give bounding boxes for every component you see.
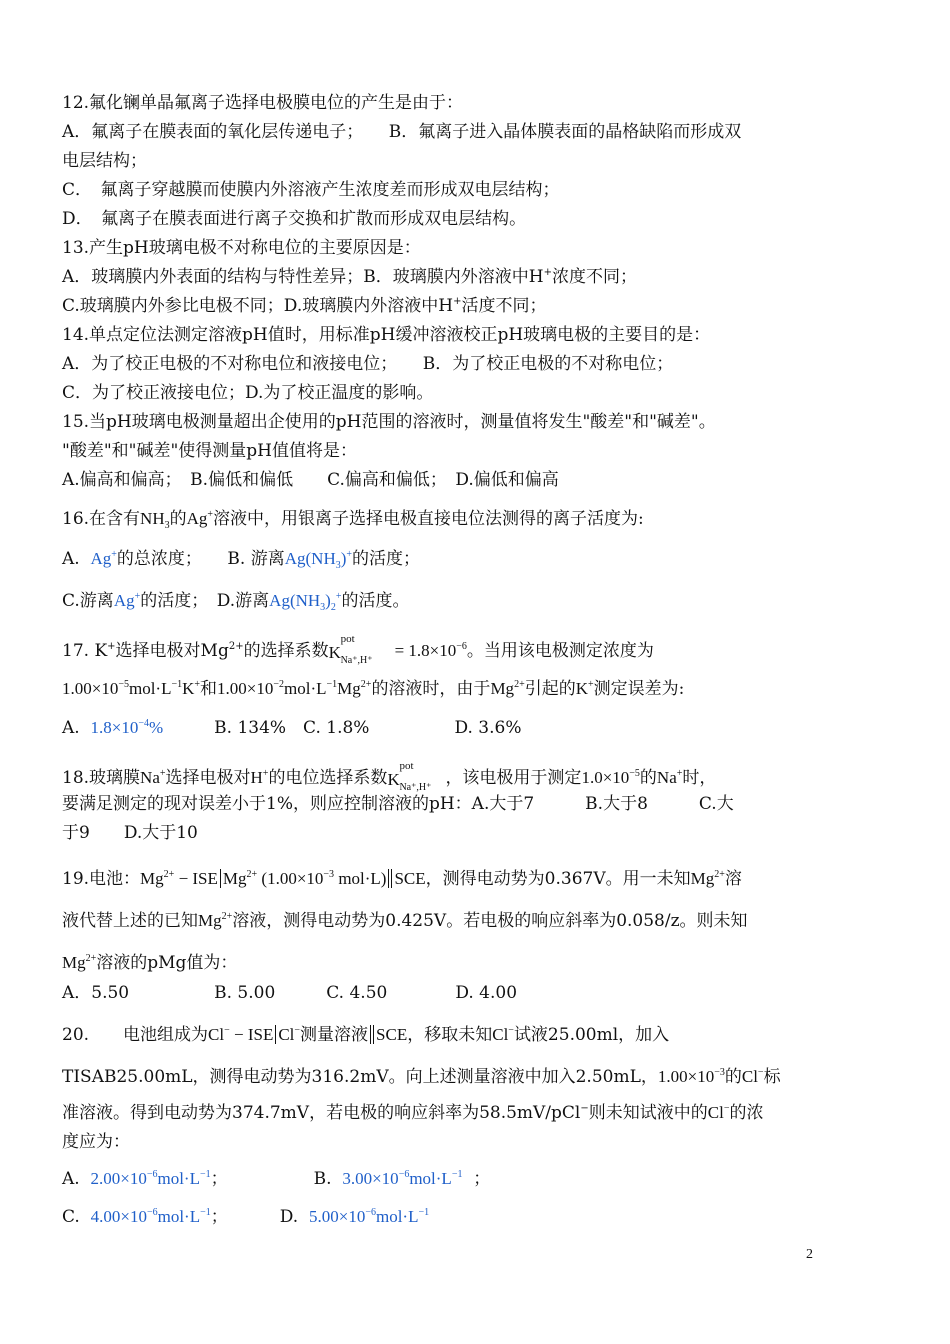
q17-options: A. $1.8\times 10^{-4}\%$ B. 134% C. 1.8% D. 3.6%	[62, 718, 522, 738]
q12-option-c: C． 氟离子穿越膜而使膜内外溶液产生浓度差而形成双电层结构；	[62, 180, 560, 200]
q20-stem-line2: TISAB25.00mL，测得电动势为316.2mV。向上述测量溶液中加入2.50mL，$1.00\times 10^{-3}$的Cl−标	[62, 1067, 781, 1087]
q18-stem-line2: 要满足测定的现对误差小于1%，则应控制溶液的pH：A.大于7 B.大于8 C.大	[62, 794, 734, 814]
q19-options: A．5.50 B. 5.00 C. 4.50 D. 4.00	[62, 983, 518, 1003]
q14-options-ab: A．为了校正电极的不对称电位和液接电位； B．为了校正电极的不对称电位；	[62, 354, 674, 374]
q20-options-ab: A. $2.00\times 10^{-6}mol\cdot L^{-1}$； B. $3.00\times 10^{-6}mol\cdot L^{-1}$ ；	[62, 1169, 491, 1189]
q19-cell-notation: $Mg^{2+}$ − ISE $Mg^{2+}$ ($1.00\times 10^{-3}$ mol·L) SCE	[140, 869, 426, 888]
q17-stem-line2: $1.00\times 10^{-5}mol\cdot L^{-1}K^+$和$1.00\times 10^{-2}mol\cdot L^{-1}Mg^{2+}$的溶液时，由于$Mg^{2+}$引起的K+测定误差为:	[62, 679, 685, 699]
selectivity-coefficient-2: K pot Na⁺,H⁺	[387, 760, 432, 793]
q15-options: A.偏高和偏高； B.偏低和偏低 C.偏高和偏低； D.偏低和偏高	[62, 470, 559, 490]
q20-options-cd: C. $4.00\times 10^{-6}mol\cdot L^{-1}$； D. $5.00\times 10^{-6}mol\cdot L^{-1}$	[62, 1207, 430, 1227]
q12-options-ab-cont: 电层结构；	[62, 151, 147, 171]
q13-options-ab: A．玻璃膜内外表面的结构与特性差异；B．玻璃膜内外溶液中H+浓度不同；	[62, 267, 637, 287]
q18-stem: 18.玻璃膜Na+选择电极对H+的电位选择系数 K pot Na⁺,H⁺ ，该电极用于测定$1.0\times 10^{-5}$的Na+时，	[62, 760, 717, 793]
q12-option-d: D． 氟离子在膜表面进行离子交换和扩散而形成双电层结构。	[62, 209, 527, 229]
q17-stem: 17. K+选择电极对$Mg^{2+}$的选择系数 K pot Na⁺,H⁺ = $1.8\times 10^{-6}$。当用该电极测定浓度为	[62, 633, 654, 666]
q13-stem: 13.产生pH玻璃电极不对称电位的主要原因是：	[62, 238, 421, 258]
q20-stem: 20. 电池组成为Cl− − ISE Cl−测量溶液 SCE，移取未知Cl−试液25.00ml，加入	[62, 1025, 670, 1045]
q14-options-cd: C．为了校正液接电位；D.为了校正温度的影响。	[62, 383, 434, 403]
selectivity-coefficient: K pot Na⁺,H⁺	[328, 633, 373, 666]
q13-options-cd: C.玻璃膜内外参比电极不同；D.玻璃膜内外溶液中H+活度不同；	[62, 296, 547, 316]
q14-stem: 14.单点定位法测定溶液pH值时，用标准pH缓冲溶液校正pH玻璃电极的主要目的是：	[62, 325, 711, 345]
page-number: 2	[806, 1247, 813, 1262]
q20-cell-notation: Cl− − ISE Cl−测量溶液 SCE	[208, 1025, 408, 1044]
q18-stem-line3: 于9 D.大于10	[62, 823, 198, 843]
q16-options-cd: C.游离Ag+的活度； D.游离$Ag(NH_3)_2^+$的活度。	[62, 591, 410, 613]
q12-options-ab: A．氟离子在膜表面的氧化层传递电子； B．氟离子进入晶体膜表面的晶格缺陷而形成双	[62, 122, 742, 142]
q20-stem-line4: 度应为：	[62, 1132, 130, 1152]
q20-stem-line3: 准溶液。得到电动势为374.7mV，若电极的响应斜率为58.5mV/pCl−则未知试液中的Cl−的浓	[62, 1103, 764, 1123]
q12-stem: 12.氟化镧单晶氟离子选择电极膜电位的产生是由于：	[62, 93, 464, 113]
q19-stem-line3: $Mg^{2+}$溶液的pMg值为：	[62, 953, 238, 973]
q16-options-ab: A. Ag+的总浓度； B. 游离$Ag(NH_3)^+$的活度；	[62, 549, 421, 571]
q15-stem-line1: 15.当pH玻璃电极测量超出企使用的pH范围的溶液时，测量值将发生"酸差"和"碱差"。	[62, 412, 716, 432]
q16-stem: 16.在含有$NH_3$的Ag+溶液中，用银离子选择电极直接电位法测得的离子活度为:	[62, 509, 644, 531]
q15-stem-line2: "酸差"和"碱差"使得测量pH值值将是：	[62, 441, 357, 461]
q19-stem: 19.电池：$Mg^{2+}$ − ISE $Mg^{2+}$ ($1.00\times 10^{-3}$ mol·L) SCE，测得电动势为0.367V。用一未知$Mg^{2+}$溶	[62, 869, 742, 889]
q19-stem-line2: 液代替上述的已知$Mg^{2+}$溶液，测得电动势为0.425V。若电极的响应斜率为0.058/z。则未知	[62, 911, 748, 931]
